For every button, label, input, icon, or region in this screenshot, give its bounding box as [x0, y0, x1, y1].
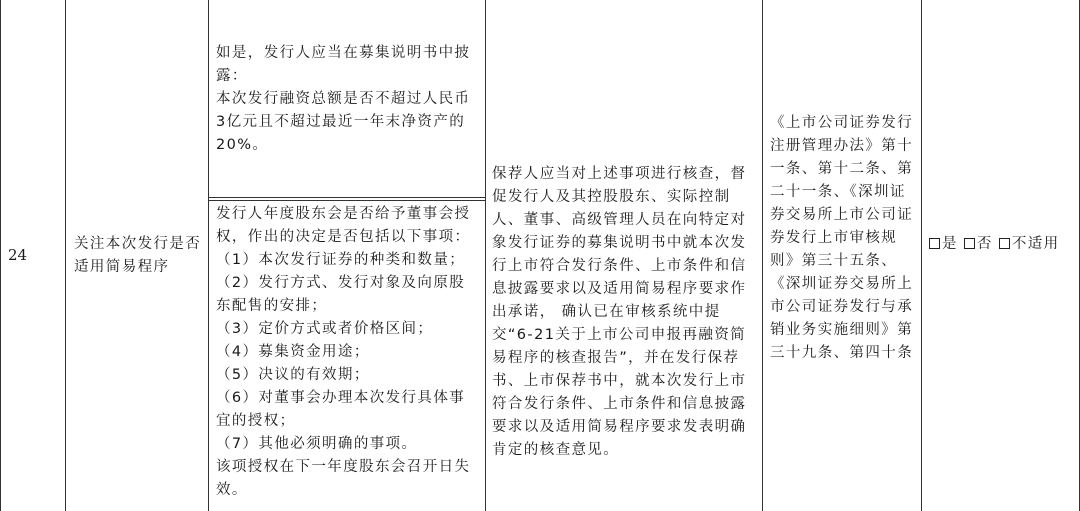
content-paragraph: 发行人年度股东会是否给予董事会授权，作出的决定是否包括以下事项： — [216, 206, 471, 245]
requirement-text: 保荐人应当对上述事项进行核查，督促发行人及其控股股东、实际控制人、董事、高级管理人员在向特定对象发行证券的募集说明书中就本次发行上市符合发行条件、上市条件和信息披露要求以及适用简易程序要求作出承诺， 确认已在审核系统中提交“6-21关于上市公司申报再融资简易程序的核查报告”，并在发行保荐书、上市保荐书中，就本次发行上市符合发行条件、上市条件和信息披露要求以及适用简易程序要求发表明确肯定的核查意见。 — [492, 166, 747, 458]
grid-line — [921, 0, 922, 511]
checkbox-icon[interactable] — [999, 238, 1010, 249]
option-no[interactable] — [964, 236, 993, 252]
item-title: 关注本次发行是否适用简易程序 — [74, 236, 202, 275]
grid-line — [65, 0, 66, 511]
content-list-item: （6）对董事会办理本次发行具体事宜的授权； — [216, 390, 466, 429]
content-paragraph: 本次发行融资总额是否不超过人民币3亿元且不超过最近一年末净资产的20%。 — [216, 91, 471, 153]
content-lower — [216, 203, 480, 502]
option-yes[interactable] — [929, 236, 958, 252]
row-number: 24 — [8, 246, 28, 264]
option-label: 是 — [942, 236, 958, 252]
content-paragraph: 如是，发行人应当在募集说明书中披露： — [216, 45, 471, 84]
content-upper — [216, 42, 480, 157]
checkbox-icon[interactable] — [964, 238, 975, 249]
content-list-item: （2）发行方式、发行对象及向原股东配售的安排； — [216, 275, 466, 314]
content-list-item: （1）本次发行证券的种类和数量； — [216, 252, 466, 268]
option-label: 否 — [976, 236, 993, 252]
content-paragraph: 该项授权在下一年度股东会召开日失效。 — [216, 459, 471, 498]
content-divider — [208, 197, 485, 198]
grid-line — [485, 0, 486, 511]
content-list-item: （5）决议的有效期； — [216, 367, 370, 383]
option-not-applicable[interactable] — [999, 236, 1060, 252]
grid-line — [0, 0, 1, 511]
content-list-item: （4）募集资金用途； — [216, 344, 370, 360]
content-list-item: （3）定价方式或者价格区间； — [216, 321, 434, 337]
grid-line — [208, 0, 209, 511]
option-label: 不适用 — [1011, 236, 1060, 252]
content-list-item: （7）其他必须明确的事项。 — [216, 436, 418, 452]
content-divider — [208, 200, 485, 201]
grid-line — [762, 0, 763, 511]
basis-text: 《上市公司证券发行注册管理办法》第十一条、第十二条、第二十一条、《深圳证券交易所上市公司证券发行上市审核规则》第三十五条、《深圳证券交易所上市公司证券发行与承销业务实施细则》第三十九条、第四十条 — [770, 115, 914, 361]
answer-options — [929, 233, 1075, 256]
checkbox-icon[interactable] — [929, 238, 940, 249]
